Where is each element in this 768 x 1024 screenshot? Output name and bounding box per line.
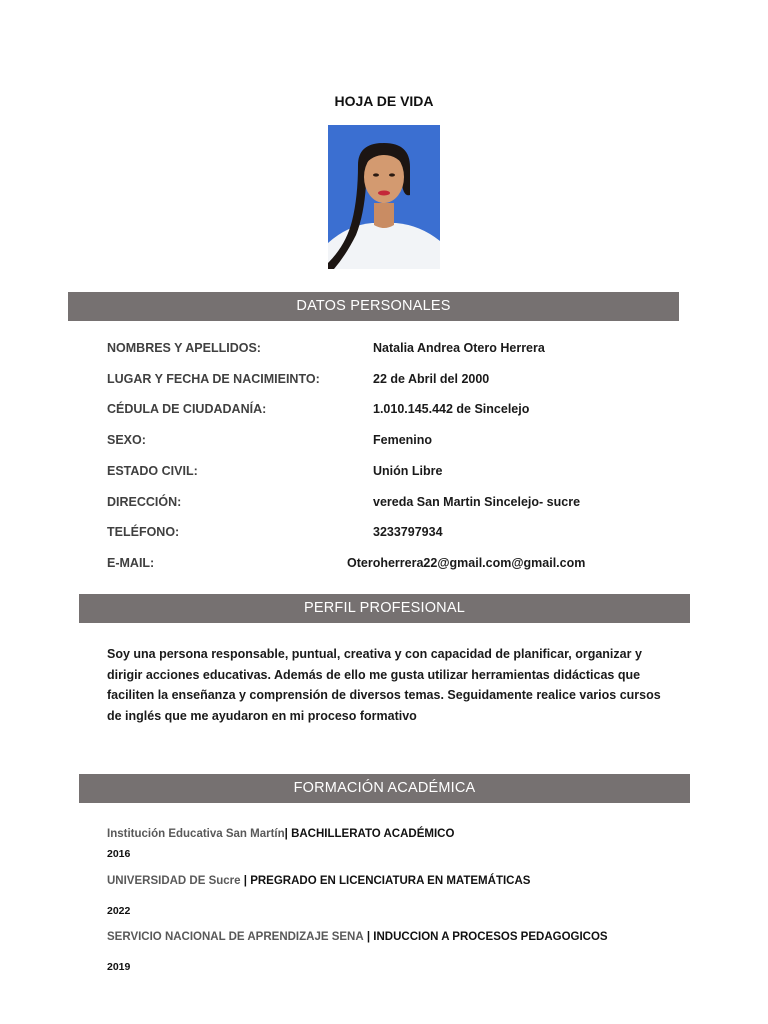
education-degree: PREGRADO EN LICENCIATURA EN MATEMÁTICAS xyxy=(250,875,531,887)
education-year: 2019 xyxy=(107,961,131,973)
field-telefono xyxy=(0,525,768,543)
education-institution: UNIVERSIDAD DE Sucre xyxy=(107,875,241,887)
field-value: 22 de Abril del 2000 xyxy=(373,372,490,386)
field-email xyxy=(0,556,768,574)
field-nombres xyxy=(0,341,768,359)
section-datos-personales: DATOS PERSONALES xyxy=(68,292,679,321)
field-value: 3233797934 xyxy=(373,525,443,539)
portrait-photo-icon xyxy=(328,125,440,269)
field-label: TELÉFONO: xyxy=(107,525,180,539)
education-separator: | xyxy=(366,931,371,943)
education-year: 2016 xyxy=(107,848,131,860)
section-perfil-profesional: PERFIL PROFESIONAL xyxy=(79,594,690,623)
education-institution: SERVICIO NACIONAL DE APRENDIZAJE SENA xyxy=(107,931,364,943)
field-cedula xyxy=(0,402,768,420)
document-title: HOJA DE VIDA xyxy=(334,93,434,109)
education-separator: | xyxy=(243,875,247,887)
field-sexo xyxy=(0,433,768,451)
section-formacion-academica: FORMACIÓN ACADÉMICA xyxy=(79,774,690,803)
field-label: ESTADO CIVIL: xyxy=(107,464,198,478)
field-direccion xyxy=(0,495,768,513)
field-value: vereda San Martin Sincelejo- sucre xyxy=(373,495,581,509)
field-nacimiento xyxy=(0,372,768,390)
field-value: Natalia Andrea Otero Herrera xyxy=(373,341,545,355)
field-value: Unión Libre xyxy=(373,464,443,478)
education-year: 2022 xyxy=(107,905,131,917)
field-label: CÉDULA DE CIUDADANÍA: xyxy=(107,402,267,416)
profile-photo xyxy=(328,125,440,269)
education-entry xyxy=(107,828,454,840)
perfil-paragraph: Soy una persona responsable, puntual, creativa y con capacidad de planificar, organizar y dirigir acciones educativas. Además de ello me gusta utilizar herramientas didácticas que faciliten la enseñanza y comprensión de diversos temas. Seguidamente realice varios cursos de inglés que me ayudaron en mi proceso formativo xyxy=(107,647,661,723)
field-label: DIRECCIÓN: xyxy=(107,495,182,509)
field-value: 1.010.145.442 de Sincelejo xyxy=(373,402,530,416)
education-separator: | xyxy=(284,828,288,840)
education-entry xyxy=(107,931,608,943)
field-value: Femenino xyxy=(373,433,433,447)
email-link[interactable]: Oteroherrera22@gmail.com@gmail.com xyxy=(347,556,586,570)
field-label: E-MAIL: xyxy=(107,556,155,570)
education-entry xyxy=(107,875,530,887)
field-estado-civil xyxy=(0,464,768,482)
education-institution: Institución Educativa San Martín xyxy=(107,828,285,840)
education-degree: BACHILLERATO ACADÉMICO xyxy=(291,828,455,840)
field-label: LUGAR Y FECHA DE NACIMIEINTO: xyxy=(107,372,320,386)
field-label: SEXO: xyxy=(107,433,146,447)
education-degree: INDUCCION A PROCESOS PEDAGOGICOS xyxy=(373,931,608,943)
field-label: NOMBRES Y APELLIDOS: xyxy=(107,341,261,355)
